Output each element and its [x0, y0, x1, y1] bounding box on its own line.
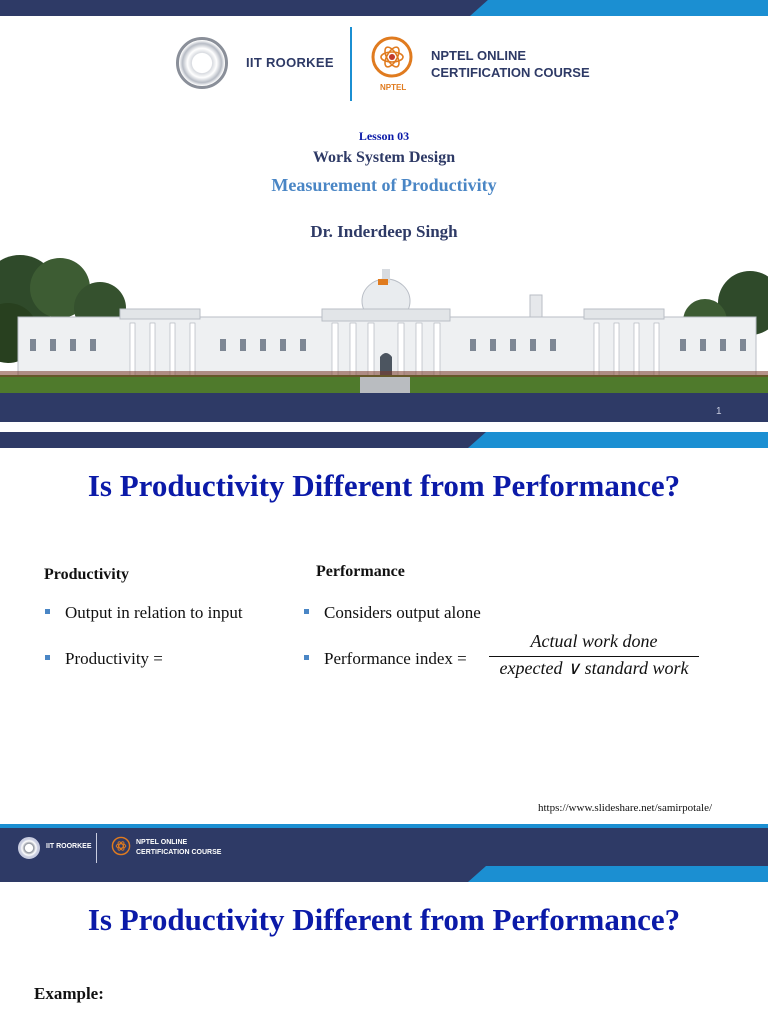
nptel-logo-icon [371, 36, 413, 78]
slide2-title: Is Productivity Different from Performance? [87, 468, 681, 503]
iit-roorkee-seal-icon [176, 37, 228, 89]
nptel-line-2: CERTIFICATION COURSE [431, 65, 590, 80]
slide3-title: Is Productivity Different from Performance? [87, 902, 681, 937]
fraction-numerator: Actual work done [530, 631, 658, 651]
productivity-heading: Productivity [44, 566, 130, 583]
source-link[interactable]: https://www.slideshare.net/samirpotale/ [538, 802, 713, 814]
bullet-icon [45, 655, 50, 660]
footer-iit-label: IIT ROORKEE [46, 843, 92, 850]
bullet-icon [45, 609, 50, 614]
performance-heading: Performance [316, 563, 405, 580]
performance-bullet-1 [304, 603, 481, 623]
instructor-name: Dr. Inderdeep Singh [310, 222, 458, 241]
fraction-bar [489, 656, 699, 657]
page-number: 1 [716, 406, 722, 417]
bullet-text: Productivity = [65, 649, 163, 668]
logo-divider [350, 27, 352, 101]
footer-iit-seal-icon [18, 837, 40, 859]
footer-nptel-line-1: NPTEL ONLINE [136, 839, 188, 846]
performance-bullet-2 [304, 649, 467, 669]
bullet-text: Considers output alone [324, 603, 481, 622]
nptel-sub-label: NPTEL [380, 83, 407, 92]
title-slide [0, 0, 768, 422]
bullet-text: Performance index = [324, 649, 467, 668]
top-bar-accent [470, 0, 768, 16]
bottom-bar [0, 393, 768, 422]
slide3-top-accent [468, 866, 768, 882]
footer-divider [96, 833, 97, 863]
course-title: Work System Design [312, 149, 456, 166]
bullet-text: Output in relation to input [65, 603, 243, 622]
bullet-icon [304, 655, 309, 660]
nptel-line-1: NPTEL ONLINE [431, 48, 527, 63]
iit-roorkee-label: IIT ROORKEE [246, 55, 334, 70]
lecture-subject: Measurement of Productivity [271, 175, 497, 195]
productivity-bullet-2 [45, 649, 163, 669]
campus-building-image [0, 243, 768, 393]
footer-nptel-logo-icon [111, 836, 131, 856]
nptel-course-label [431, 47, 590, 81]
bullet-icon [304, 609, 309, 614]
slide-gap [0, 422, 768, 432]
footer-nptel-label [136, 838, 221, 858]
lesson-number: Lesson 03 [358, 129, 410, 143]
footer-nptel-line-2: CERTIFICATION COURSE [136, 849, 222, 856]
slide2-top-accent [468, 432, 768, 448]
productivity-bullet-1 [45, 603, 243, 623]
fraction-denominator: expected ∨ standard work [499, 658, 689, 678]
example-label: Example: [34, 984, 104, 1003]
